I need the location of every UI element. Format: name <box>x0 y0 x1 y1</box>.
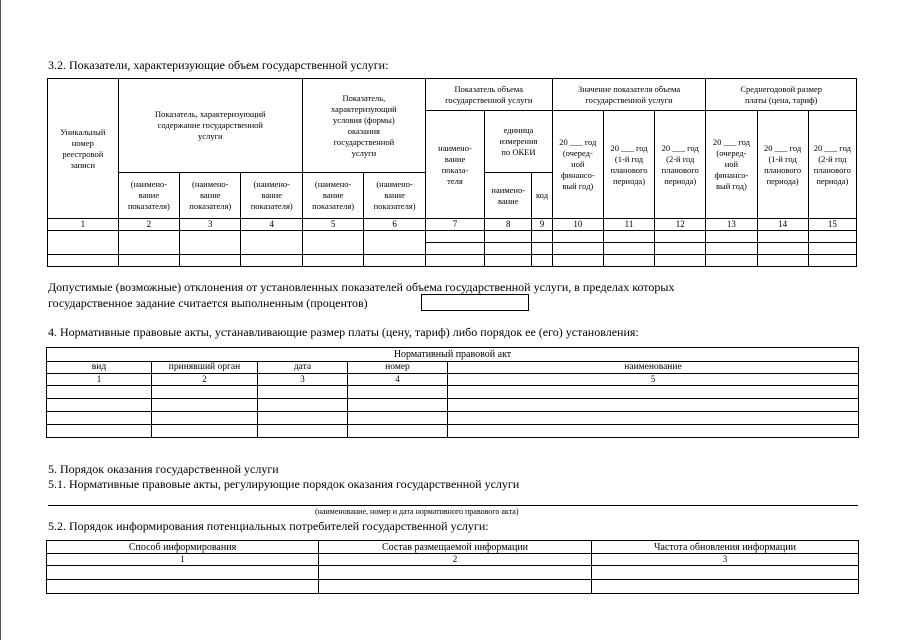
section-51-title: 5.1. Нормативные правовые акты, регулирующие порядок оказания государственной услуги <box>48 477 520 491</box>
table-row <box>48 231 857 243</box>
column-header-type: вид <box>47 362 152 374</box>
section-52-title: 5.2. Порядок информирования потенциальных потребителей государственной услуги: <box>48 519 489 533</box>
table-row <box>48 255 857 267</box>
header-code: код <box>532 173 552 219</box>
col-number: 14 <box>757 219 808 231</box>
header-unit-name: наимено- вание <box>485 173 532 219</box>
col-number: 6 <box>364 219 425 231</box>
header-unique-number: Уникальный номер реестровой записи <box>48 79 119 219</box>
volume-indicators-table <box>47 78 857 267</box>
table-row <box>47 425 859 438</box>
informing-table <box>46 540 859 594</box>
column-header-content: Состав размещаемой информации <box>319 541 592 554</box>
col-number: 1 <box>47 554 319 566</box>
col-number: 9 <box>532 219 552 231</box>
col-number: 13 <box>706 219 757 231</box>
header-year-plan2-fee: 20 ___ год (2-й год планового периода) <box>808 111 856 219</box>
col-number: 2 <box>152 374 258 386</box>
header-volume-indicator: Показатель объема государственной услуги <box>425 79 552 111</box>
legal-act-caption: (наименование, номер и дата нормативного правового акта) <box>315 507 519 516</box>
column-header-date: дата <box>258 362 348 374</box>
table-row <box>47 399 859 412</box>
table-row <box>47 566 859 580</box>
col-number: 4 <box>348 374 448 386</box>
col-number: 5 <box>302 219 363 231</box>
column-header-method: Способ информирования <box>47 541 319 554</box>
col-number: 4 <box>241 219 302 231</box>
col-number: 10 <box>552 219 603 231</box>
legal-act-line <box>48 505 858 506</box>
table-row <box>47 412 859 425</box>
section-5-title: 5. Порядок оказания государственной услуги <box>48 462 279 476</box>
section-4-title: 4. Нормативные правовые акты, устанавливающие размер платы (цену, тариф) либо порядок ее (его) установления: <box>48 325 639 339</box>
header-avg-fee: Среднегодовой размер платы (цена, тариф) <box>706 79 857 111</box>
header-content-sub-2: (наимено- вание показателя) <box>180 173 241 219</box>
header-conditions-indicator: Показатель, характеризующий условия (формы) оказания государственной услуги <box>302 79 425 173</box>
header-content-sub-1: (наимено- вание показателя) <box>118 173 179 219</box>
col-number: 3 <box>592 554 859 566</box>
col-number: 8 <box>485 219 532 231</box>
header-content-indicator: Показатель, характеризующий содержание государственной услуги <box>118 79 302 173</box>
col-number: 1 <box>47 374 152 386</box>
header-indicator-name: наимено- вание показа- теля <box>425 111 484 219</box>
table-row <box>47 386 859 399</box>
col-number: 7 <box>425 219 484 231</box>
header-conditions-sub-2: (наимено- вание показателя) <box>364 173 425 219</box>
column-header-frequency: Частота обновления информации <box>592 541 859 554</box>
deviation-text-line2: государственное задание считается выполненным (процентов) <box>48 296 368 310</box>
legal-acts-fee-table <box>46 347 859 438</box>
column-header-name: наименование <box>448 362 859 374</box>
header-conditions-sub-1: (наимено- вание показателя) <box>302 173 363 219</box>
legal-act-header: Нормативный правовой акт <box>47 348 859 362</box>
header-volume-value: Значение показателя объема государственной услуги <box>552 79 706 111</box>
col-number: 11 <box>603 219 654 231</box>
col-number: 1 <box>48 219 119 231</box>
column-header-authority: принявший орган <box>152 362 258 374</box>
col-number: 3 <box>258 374 348 386</box>
header-year-plan2-volume: 20 ___ год (2-й год планового периода) <box>655 111 706 219</box>
column-header-number: номер <box>348 362 448 374</box>
header-content-sub-3: (наимено- вание показателя) <box>241 173 302 219</box>
header-year-plan1-fee: 20 ___ год (1-й год планового периода) <box>757 111 808 219</box>
col-number: 15 <box>808 219 856 231</box>
section-32-title: 3.2. Показатели, характеризующие объем государственной услуги: <box>48 58 389 72</box>
deviation-percent-field[interactable] <box>421 294 529 311</box>
col-number: 3 <box>180 219 241 231</box>
col-number: 2 <box>319 554 592 566</box>
table-row <box>47 580 859 594</box>
col-number: 2 <box>118 219 179 231</box>
page-left-border <box>0 0 1 640</box>
header-year-current-volume: 20 ___ год (очеред- ной финансо- вый год) <box>552 111 603 219</box>
col-number: 5 <box>448 374 859 386</box>
col-number: 12 <box>655 219 706 231</box>
header-year-plan1-volume: 20 ___ год (1-й год планового периода) <box>603 111 654 219</box>
header-year-current-fee: 20 ___ год (очеред- ной финансо- вый год) <box>706 111 757 219</box>
deviation-text-line1: Допустимые (возможные) отклонения от установленных показателей объема государственной услуги, в пределах которых <box>48 280 675 294</box>
header-unit: единица измерения по ОКЕИ <box>485 111 553 173</box>
